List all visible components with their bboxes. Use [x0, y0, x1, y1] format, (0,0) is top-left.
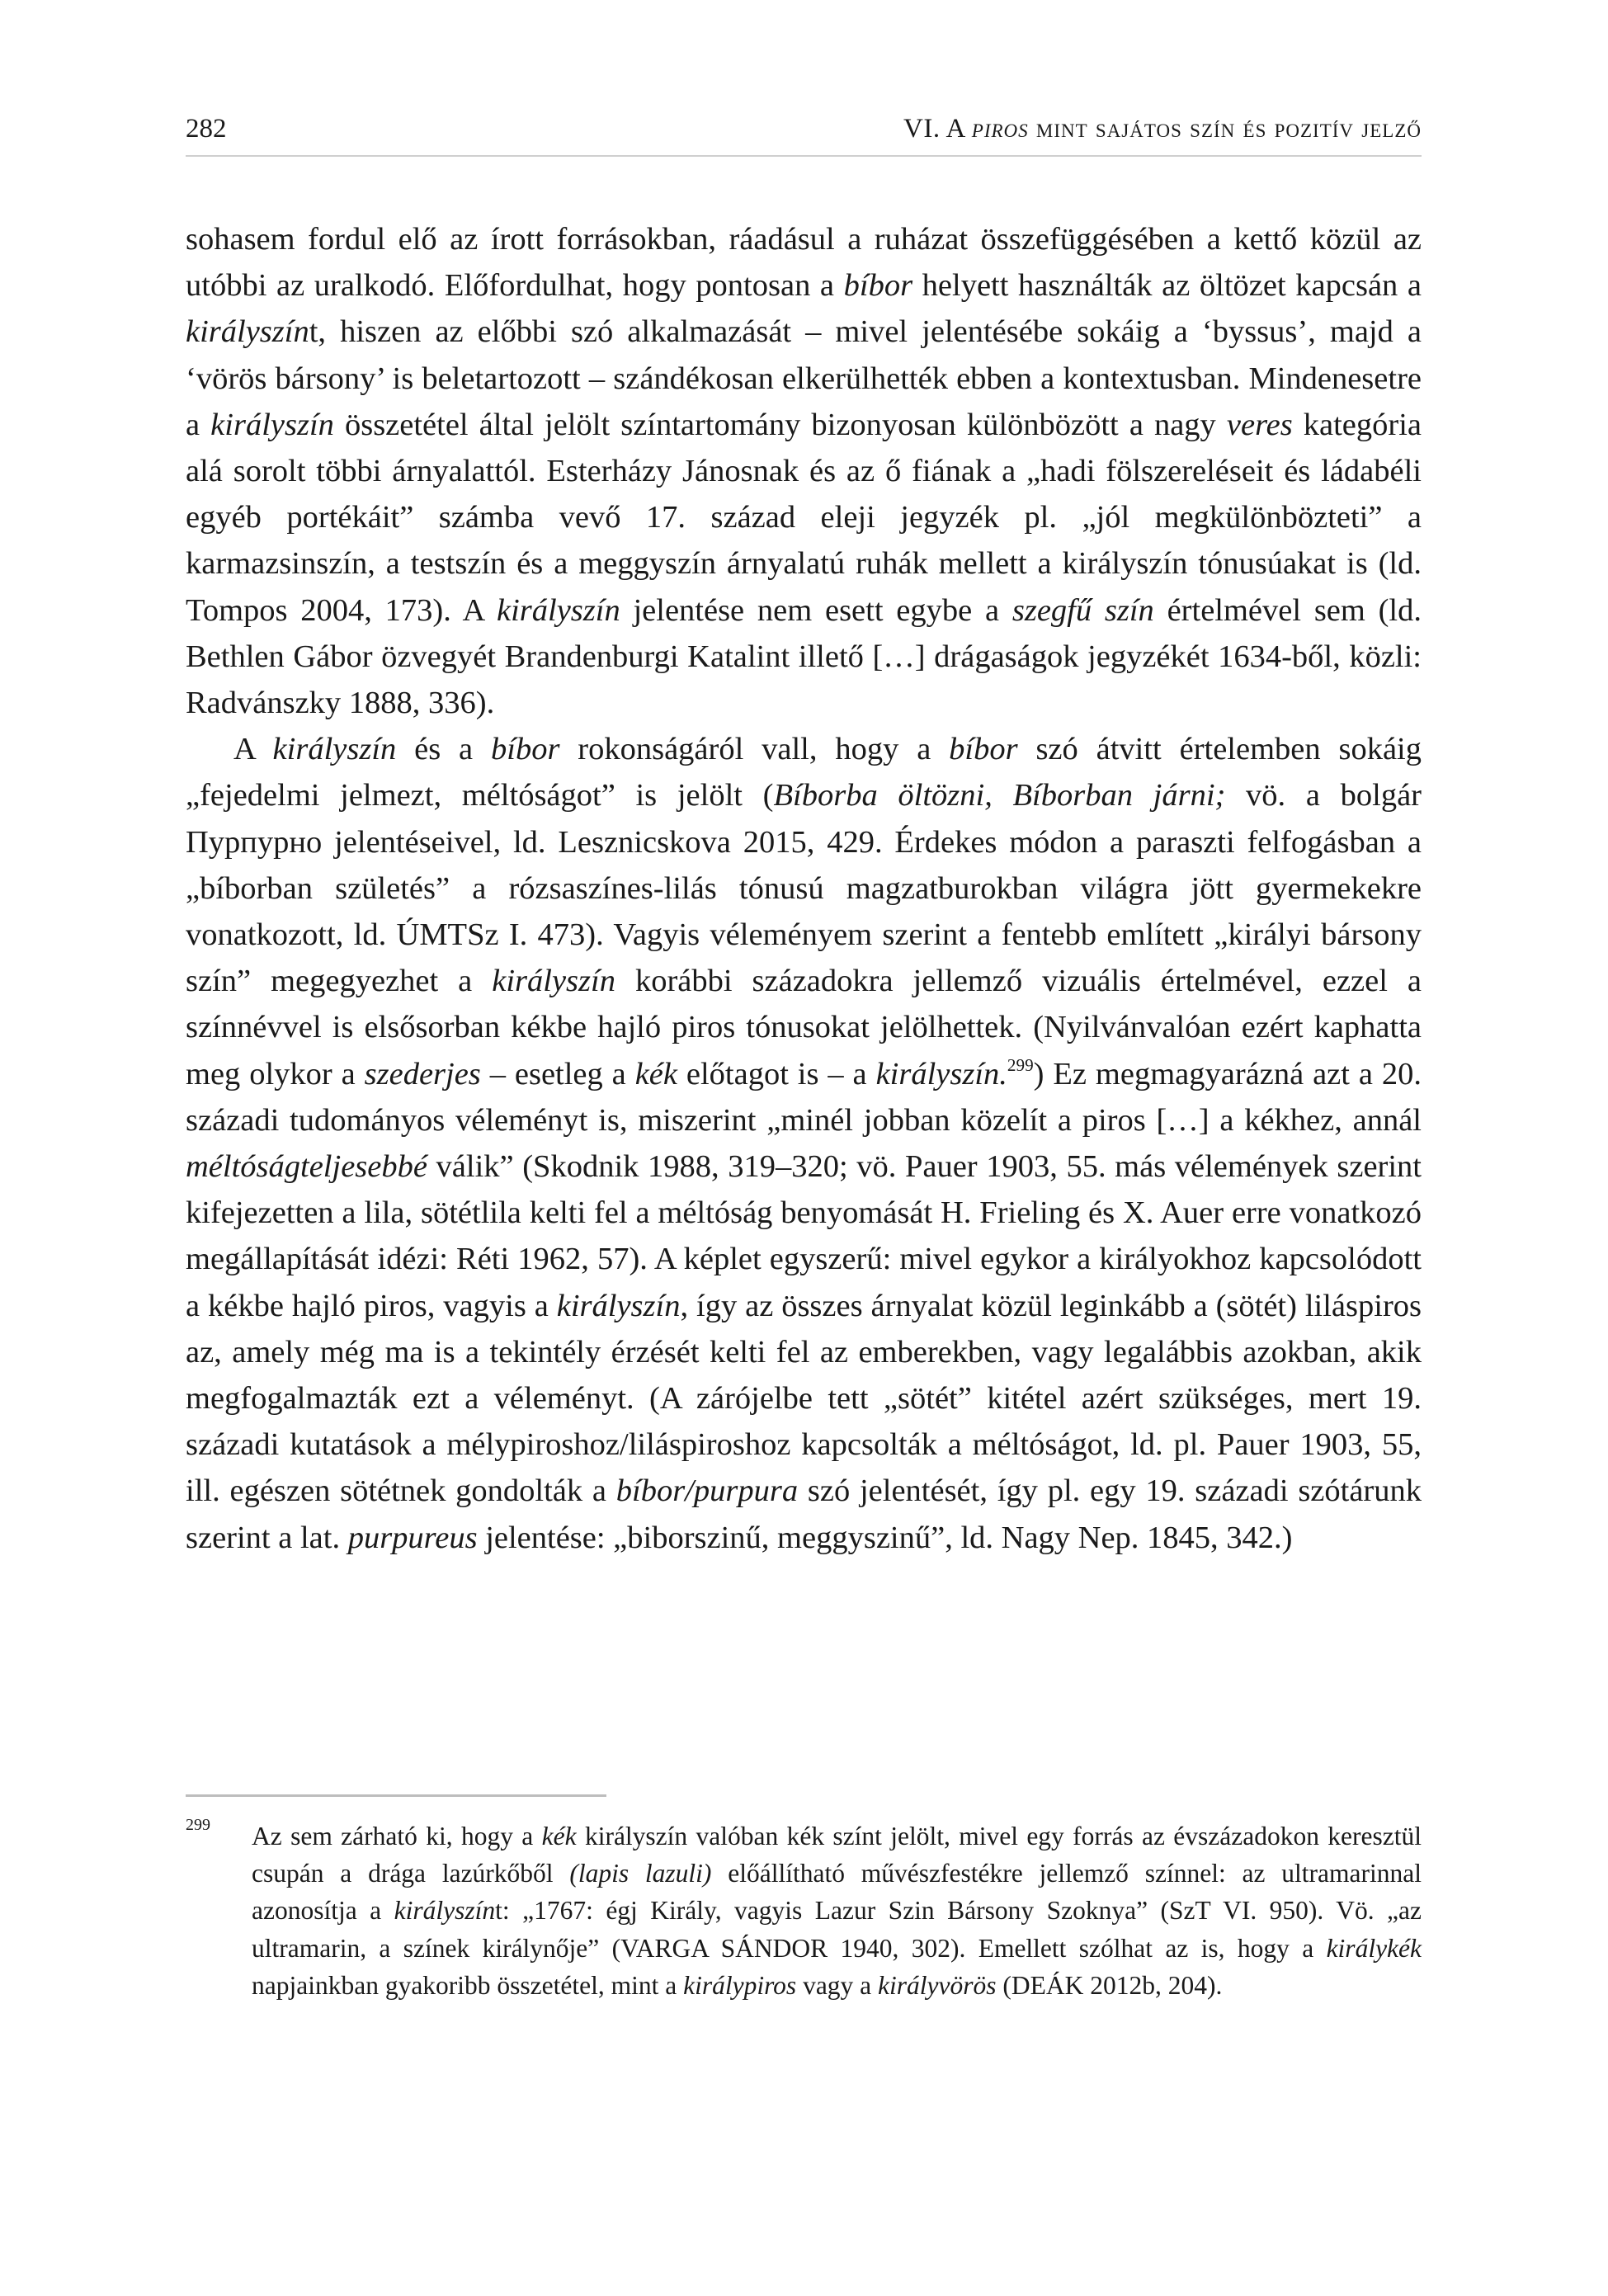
- italic-term: királyszín: [186, 314, 309, 350]
- text-run: jelentése nem esett egybe a: [620, 592, 1012, 628]
- running-head-start: VI. A: [903, 114, 972, 144]
- text-run: t, hiszen az előbbi szó alkalmazását – mivel jelentésébe sokáig a ‘byssus’, majd a ‘vörös bársony’ is beletartozott – szándékosan elkerülhették ebben a kontextusban. Mindenesetre a: [186, 314, 1422, 442]
- italic-term: méltóságteljesebbé: [186, 1149, 427, 1185]
- text-run: napjainkban gyakoribb összetétel, mint a: [252, 1970, 684, 2000]
- text-run: válik” (Skodnik 1988, 319–320; vö. Pauer 1903, 55. más vélemények szerint kifejezetten a lila, sötétlila kelti fel a méltóság benyomását H. Frieling és X. Auer erre vonatkozó megállapítását idézi: Réti 1962, 57). A képlet egyszerű: mivel egykor a királyokhoz kapcsolódott a kékbe hajló piros, vagyis a: [186, 1149, 1422, 1323]
- text-run: jelentése: „biborszinű, meggyszinű”, ld. Nagy Nep. 1845, 342.): [477, 1520, 1293, 1555]
- text-run: vö. a bolgár Пурпурно jelentéseivel, ld. Lesznicskova 2015, 429. Érdekes módon a paraszti felfogásban a „bíborban születés” a rózsaszínes-lilás tónusú magzatburokban világra jött gyermekekre vonatkozott, ld. ÚMTSz I. 473). Vagyis véleményem szerint a fentebb említett „királyi bársony szín” megegyezhet a: [186, 778, 1422, 999]
- italic-term: kék: [634, 1056, 677, 1091]
- text-run: ) Ez megmagyarázná azt a 20. századi tudományos véleményt is, miszerint „minél jobban közelít a piros […] a kékhez, annál: [186, 1056, 1422, 1138]
- paragraph: [186, 726, 1422, 1561]
- italic-term: szederjes: [364, 1056, 481, 1091]
- text-run: (DEÁK 2012b, 204).: [996, 1970, 1223, 2000]
- italic-term: királykék: [1326, 1933, 1422, 1963]
- italic-term: purpureus: [347, 1520, 478, 1555]
- text-run: értelmével sem (ld. Bethlen Gábor özvegyét Brandenburgi Katalint illető […] drágaságok jegyzékét 1634-ből, közli: Radvánszky 1888, 336).: [186, 592, 1422, 721]
- running-head-rest: mint sajátos szín és pozitív jelző: [1028, 114, 1422, 144]
- italic-term: bíbor: [843, 268, 913, 304]
- running-head: [903, 112, 1422, 145]
- page-header: [186, 112, 1422, 162]
- footnote-rule: [186, 1794, 606, 1797]
- text-run: rokonságáról vall, hogy a: [559, 732, 950, 767]
- header-rule: [186, 155, 1422, 157]
- footnote: [186, 1817, 1422, 2004]
- text-run: szó átvitt értelemben sokáig „fejedelmi jelmezt, méltóságot” is jelölt (: [186, 732, 1422, 813]
- text-run: korábbi századokra jellemző vizuális értelmével, ezzel a színnévvel is elsősorban kékbe hajló piros tónusokat jelölhettek. (Nyilvánvalóan ezért kaphatta meg olykor a: [186, 964, 1422, 1091]
- italic-term: királyszín: [210, 407, 334, 442]
- text-run: és a: [396, 732, 491, 767]
- main-text: [186, 216, 1422, 1561]
- italic-term: királyszín: [272, 732, 397, 767]
- text-run: kategória alá sorolt többi árnyalattól. Esterházy Jánosnak és az ő fiának a „hadi fölszereléseit és ládabéli egyéb portékáit” számba vevő 17. század eleji jegyzék pl. „jól megkülönbözteti” a karmazsinszín, a testszín és a meggyszín árnyalatú ruhák mellett a királyszín tónusúakat is (ld. Tompos 2004, 173). A: [186, 407, 1422, 628]
- text-run: vagy a: [796, 1970, 879, 2000]
- text-run: A: [233, 732, 273, 767]
- italic-term: veres: [1226, 407, 1293, 442]
- text-run: t: „1767: égj Király, vagyis Lazur Szin Bársony Szoknya” (SzT VI. 950). Vö. „az ultramarin, a színek királynője” (VARGA SÁNDOR 1940, 302). Emellett szólhat az is, hogy a: [252, 1896, 1422, 1963]
- text-run: szó jelentését, így pl. egy 19. századi szótárunk szerint a lat.: [186, 1473, 1422, 1555]
- italic-term: (lapis lazuli): [569, 1859, 712, 1888]
- italic-term: királypiros: [683, 1970, 797, 2000]
- text-run: sohasem fordul elő az írott forrásokban, ráadásul a ruházat összefüggésében a kettő közül az utóbbi az uralkodó. Előfordulhat, hogy pontosan a: [186, 222, 1422, 304]
- text-run: helyett használták az öltözet kapcsán a: [912, 268, 1422, 304]
- italic-term: bíbor: [949, 732, 1018, 767]
- text-run: – esetleg a: [480, 1056, 635, 1091]
- italic-term: bíbor: [491, 732, 560, 767]
- italic-term: királyszín: [492, 964, 615, 999]
- italic-term: Bíborba öltözni, Bíborban járni;: [773, 778, 1226, 813]
- page-number: 282: [186, 114, 227, 144]
- italic-term: szegfű szín: [1011, 592, 1154, 628]
- text-run: királyszín valóban kék színt jelölt, mivel egy forrás az évszázadokon keresztül csupán a drága lazúrkőből: [252, 1822, 1422, 1888]
- footnote-reference: 299: [1007, 1054, 1034, 1075]
- text-run: Az sem zárható ki, hogy a: [252, 1822, 542, 1850]
- italic-term: királyszín: [496, 592, 620, 628]
- italic-term: kék: [541, 1822, 577, 1850]
- footnote-number: 299: [186, 1816, 210, 1834]
- paragraph: [186, 216, 1422, 726]
- running-head-italic: piros: [971, 114, 1029, 144]
- text-run: összetétel által jelölt színtartomány bizonyosan különbözött a nagy: [333, 407, 1227, 442]
- italic-term: bíbor/purpura: [615, 1473, 799, 1509]
- text-run: előállítható művészfestékre jellemző színnel: az ultramarinnal azonosítja a: [252, 1859, 1422, 1926]
- italic-term: királyvörös: [878, 1970, 997, 2000]
- text-run: , így az összes árnyalat közül leginkább a (sötét) liláspiros az, amely még ma is a tekintély érzését kelti fel az emberekben, vagy legalábbis azokban, akik megfogalmazták ezt a véleményt. (A zárójelbe tett „sötét” kitétel azért szükséges, mert 19. századi kutatások a mélypiroshoz/liláspiroshoz kapcsolták a méltóságot, ld. pl. Pauer 1903, 55, ill. egészen sötétnek gondolták a: [186, 1288, 1422, 1509]
- text-run: előtagot is – a: [677, 1056, 876, 1091]
- italic-term: királyszín: [556, 1288, 681, 1323]
- italic-term: királyszín: [394, 1896, 496, 1926]
- italic-term: királyszín.: [875, 1056, 1007, 1091]
- footnote-text: [252, 1817, 1422, 2004]
